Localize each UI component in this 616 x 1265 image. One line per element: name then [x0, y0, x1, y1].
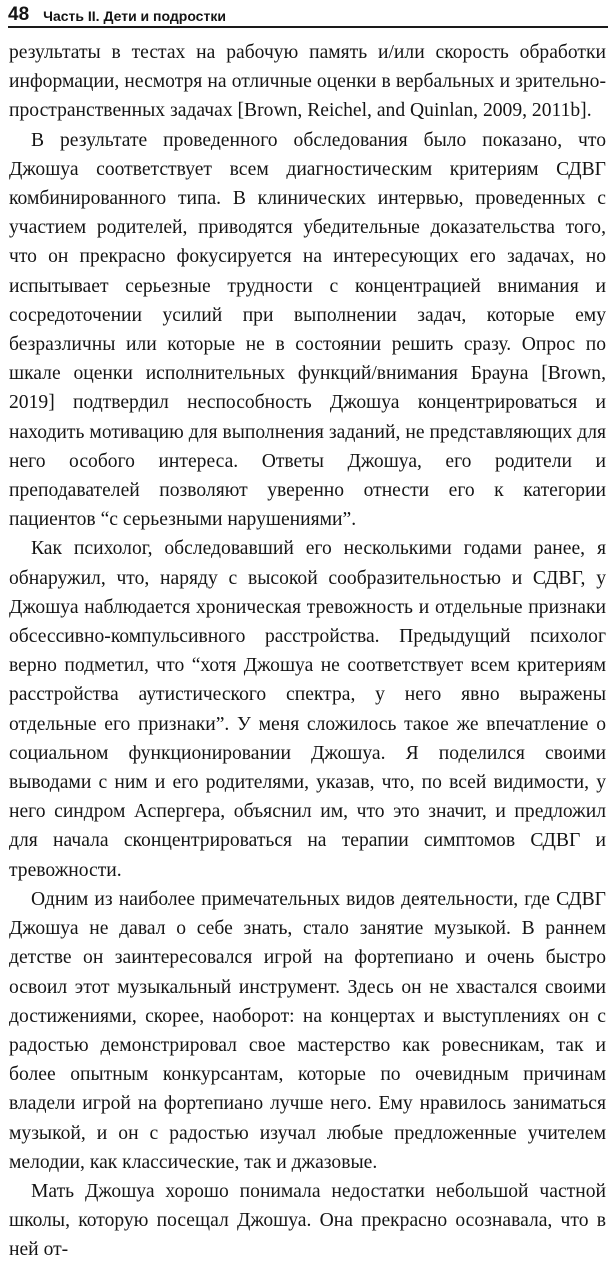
paragraph-assessment-results: В результате проведенного обследования было показано, что Джошуа соответствует всем диагностическим критериям СДВГ комбинированного типа. В клинических интервью, проведенных с участием родителей, приводятся убедительные доказательства того, что он прекрасно фокусируется на интересующих его задачах, но испытывает серьезные трудности с концентрацией внимания и сосредоточении усилий при выполнении задач, которые ему безразличны или которые не в состоянии решить сразу. Опрос по шкале оценки исполнительных функций/внимания Брауна [Brown, 2019] подтвердил неспособность Джошуа концентрироваться и находить мотивацию для выполнения заданий, не представляющих для него особого интереса. Ответы Джошуа, его родители и преподавателей позволяют уверенно отнести его к категории пациентов “с серьезными нарушениями”.	[9, 129, 606, 531]
page-number: 48	[8, 4, 30, 25]
page-body	[9, 38, 606, 1265]
paragraph-mother-school: Мать Джошуа хорошо понимала недостатки небольшой частной школы, которую посещал Джошуа. Она прекрасно осознавала, что в ней от-	[9, 1180, 606, 1261]
running-head: Часть II. Дети и подростки	[43, 8, 226, 24]
paragraph-music: Одним из наиболее примечательных видов деятельности, где СДВГ Джошуа не давал о себе знать, стало занятие музыкой. В раннем детстве он заинтересовался игрой на фортепиано и очень быстро освоил этот музыкальный инструмент. Здесь он не хвастался своими достижениями, скорее, наоборот: на концертах и выступлениях он с радостью демонстрировал свое мастерство как ровесникам, так и более опытным конкурсантам, которые по очевидным причинам владели игрой на фортепиано лучше него. Ему нравилось заниматься музыкой, и он с радостью изучал любые предложенные учителем мелодии, как классические, так и джазовые.	[9, 888, 606, 1173]
paragraph-continued: результаты в тестах на рабочую память и/или скорость обработки информации, несмотря на отличные оценки в вербальных и зрительно-пространственных задачах [Brown, Reichel, and Quinlan, 2009, 2011b].	[9, 42, 606, 122]
page-header	[8, 0, 608, 28]
paragraph-psychologist-findings: Как психолог, обследовавший его несколькими годами ранее, я обнаружил, что, наряду с высокой сообразительностью и СДВГ, у Джошуа наблюдается хроническая тревожность и отдельные признаки обсессивно-компульсивного расстройства. Предыдущий психолог верно подметил, что “хотя Джошуа не соответствует всем критериям расстройства аутистического спектра, у него явно выражены отдельные его признаки”. У меня сложилось такое же впечатление о социальном функционировании Джошуа. Я поделился своими выводами с ним и его родителями, указав, что, по всей видимости, у него синдром Аспергера, объяснил им, что это значит, и предложил для начала сконцентрироваться на терапии симптомов СДВГ и тревожности.	[9, 538, 606, 881]
